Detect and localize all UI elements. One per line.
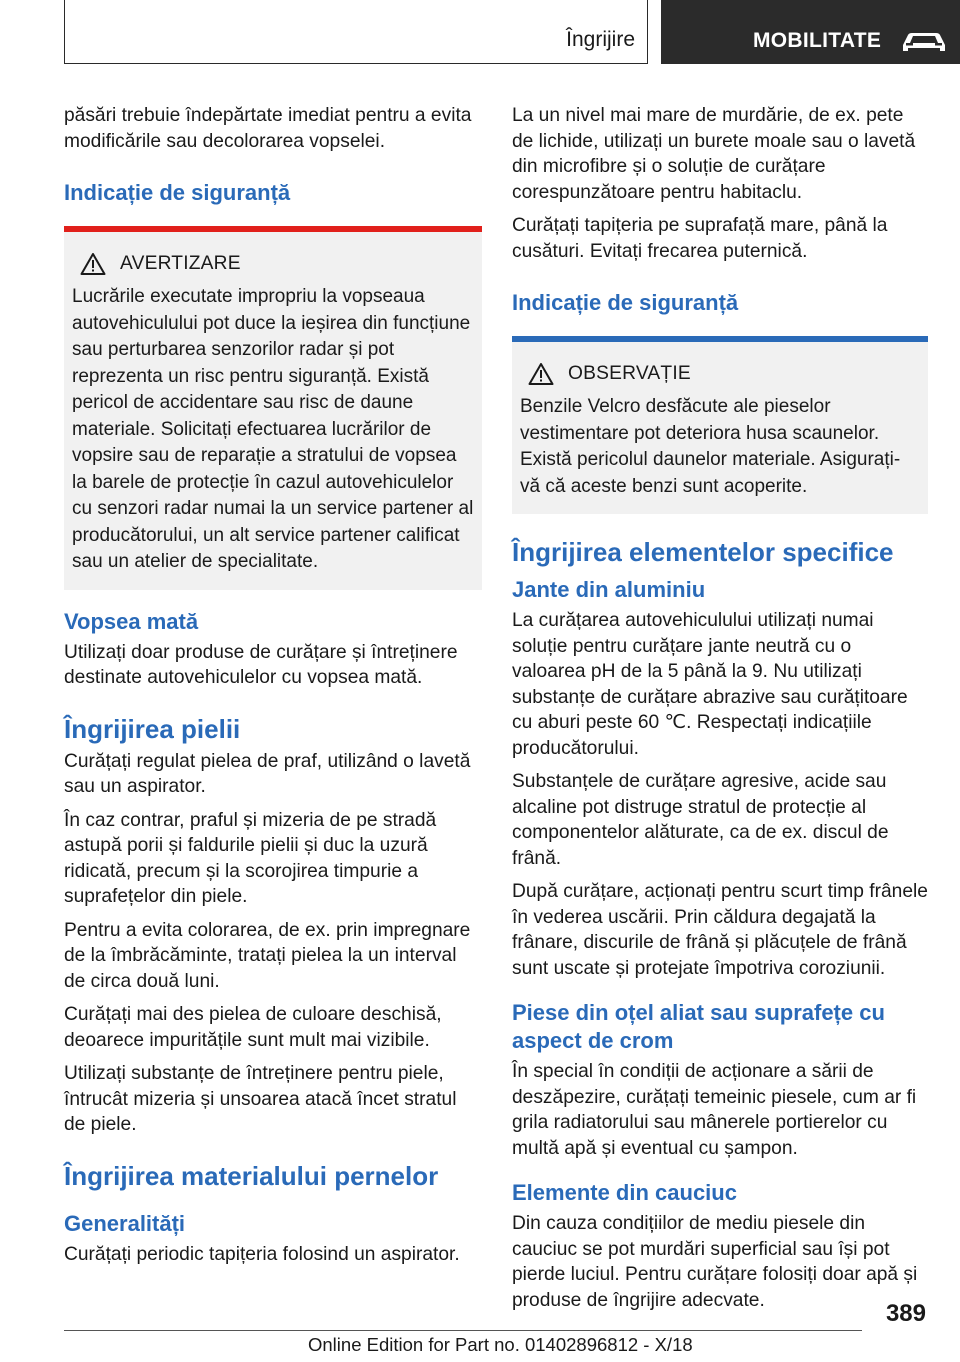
specific-care-heading: Îngrijirea elementelor specifice bbox=[512, 537, 894, 567]
rubber-heading: Elemente din cauciuc bbox=[512, 1180, 737, 1205]
intro-paragraph: păsări trebuie îndepărtate imediat pentru a evita modificările sau decolorarea vopselei. bbox=[64, 105, 472, 152]
warning-text: Lucrările executate impropriu la vopseaua autovehiculului pot duce la ieșirea din funcțiune sau perturbarea senzorilor radar și pot reprezenta un risc pentru siguranță. Există pericol de accidentare sau risc de daune materiale. Solicitați efectuarea lucrărilor de vopsire sau de reparație a stratului de vopsea la barele de protecție în cazul autovehiculelor cu senzori radar numai la un service partener al producătorului, un alt service partener calificat sau un atelier de specialitate. bbox=[72, 286, 474, 572]
header-section-title: Îngrijire bbox=[566, 28, 635, 51]
general-heading: Generalități bbox=[64, 1210, 186, 1236]
general-text: Curățați periodic tapițeria folosind un aspirator. bbox=[64, 1243, 460, 1265]
notice-head bbox=[520, 362, 920, 386]
leather-paragraph: Curățați mai des pielea de culoare deschisă, deoarece impuritățile sunt mult mai vizibile. bbox=[64, 1004, 442, 1051]
rims-paragraph: După curățare, acționați pentru scurt timp frânele în vederea uscării. Prin căldura degajată la frânare, discurile de frână și plăcuțele de frână sunt uscate și protejate împotriva coroziunii. bbox=[512, 881, 928, 979]
leather-paragraph: În caz contrar, praful și mizeria de pe stradă astupă porii și faldurile pielii și duc la uzură ridicată, precum și la scorojirea timpurie a suprafețelor din piele. bbox=[64, 809, 437, 907]
matte-paint-heading: Vopsea mată bbox=[64, 608, 199, 634]
page-header bbox=[0, 0, 960, 66]
footer-divider bbox=[64, 1330, 862, 1331]
footer-edition: Online Edition for Part no. 01402896812 - X/18 bbox=[308, 1334, 693, 1355]
warning-triangle-icon bbox=[528, 362, 554, 386]
safety-heading-right: Indicație de siguranță bbox=[512, 290, 739, 315]
header-section-box bbox=[64, 0, 648, 64]
notice-text: Benzile Velcro desfăcute ale pieselor vestimentare pot deteriora husa scaunelor. Există pericolul daunelor materiale. Asigurați-vă că aceste benzi sunt acoperite. bbox=[520, 396, 901, 497]
car-icon bbox=[899, 30, 949, 54]
rims-paragraph: La curățarea autovehiculului utilizați numai soluție pentru curățare jante neutră cu o valoarea pH de la 5 până la 9. Nu utilizați substanțe de curățare abrazive sau curățitoare cu aburi peste 60 ℃. Respectați indicațiile producătorului. bbox=[512, 610, 908, 759]
warning-head bbox=[72, 252, 474, 276]
leather-paragraph: Curățați regulat pielea de praf, utilizând o lavetă sau un aspirator. bbox=[64, 750, 471, 797]
leather-care-heading: Îngrijirea pielii bbox=[64, 713, 241, 744]
header-tab-mobility[interactable] bbox=[661, 0, 960, 64]
notice-box bbox=[512, 336, 928, 514]
header-tab-label: MOBILITATE bbox=[753, 29, 882, 52]
matte-paint-text: Utilizați doar produse de curățare și întreținere destinate autovehiculelor cu vopsea mată. bbox=[64, 641, 458, 688]
chrome-text: În special în condiții de acționare a sării de deszăpezire, curățați temeinic piesele, cum ar fi grila radiatorului sau mânerele portierelor cu multă apă și eventual cu șampon. bbox=[512, 1061, 917, 1159]
page-number: 389 bbox=[885, 1300, 926, 1327]
leather-paragraph: Pentru a evita colorarea, de ex. prin impregnare de la îmbrăcăminte, tratați pielea la un interval de circa două luni. bbox=[64, 919, 471, 992]
safety-heading-left: Indicație de siguranță bbox=[64, 180, 291, 205]
chrome-heading: Piese din oțel aliat sau suprafețe cu aspect de crom bbox=[512, 1000, 885, 1053]
notice-title: OBSERVAȚIE bbox=[568, 363, 691, 384]
warning-title: AVERTIZARE bbox=[120, 253, 241, 274]
warning-box bbox=[64, 226, 482, 590]
right-column bbox=[512, 103, 928, 1321]
aluminium-rims-heading: Jante din aluminiu bbox=[512, 577, 706, 602]
warning-triangle-icon bbox=[80, 252, 106, 276]
rims-paragraph: Substanțele de curățare agresive, acide sau alcaline pot distruge stratul de protecție al componentelor alăturate, ca de ex. discul de frână. bbox=[512, 771, 889, 869]
left-column bbox=[64, 103, 482, 1275]
upholstery-paragraph: Curățați tapițeria pe suprafață mare, până la cusături. Evitați frecarea puternică. bbox=[512, 215, 888, 262]
upholstery-heading: Îngrijirea materialului pernelor bbox=[64, 1160, 439, 1191]
leather-paragraph: Utilizați substanțe de întreținere pentru piele, întrucât mizeria și unsoarea atacă încet stratul de piele. bbox=[64, 1063, 457, 1135]
rubber-text: Din cauza condițiilor de mediu piesele din cauciuc se pot murdări superficial sau își pot pierde luciul. Pentru curățare folosiți doar apă și produse de îngrijire adecvate. bbox=[512, 1213, 918, 1311]
upholstery-paragraph: La un nivel mai mare de murdărie, de ex. pete de lichide, utilizați un burete moale sau o lavetă din microfibre și o soluție de curățare corespunzătoare pentru habitaclu. bbox=[512, 105, 916, 203]
